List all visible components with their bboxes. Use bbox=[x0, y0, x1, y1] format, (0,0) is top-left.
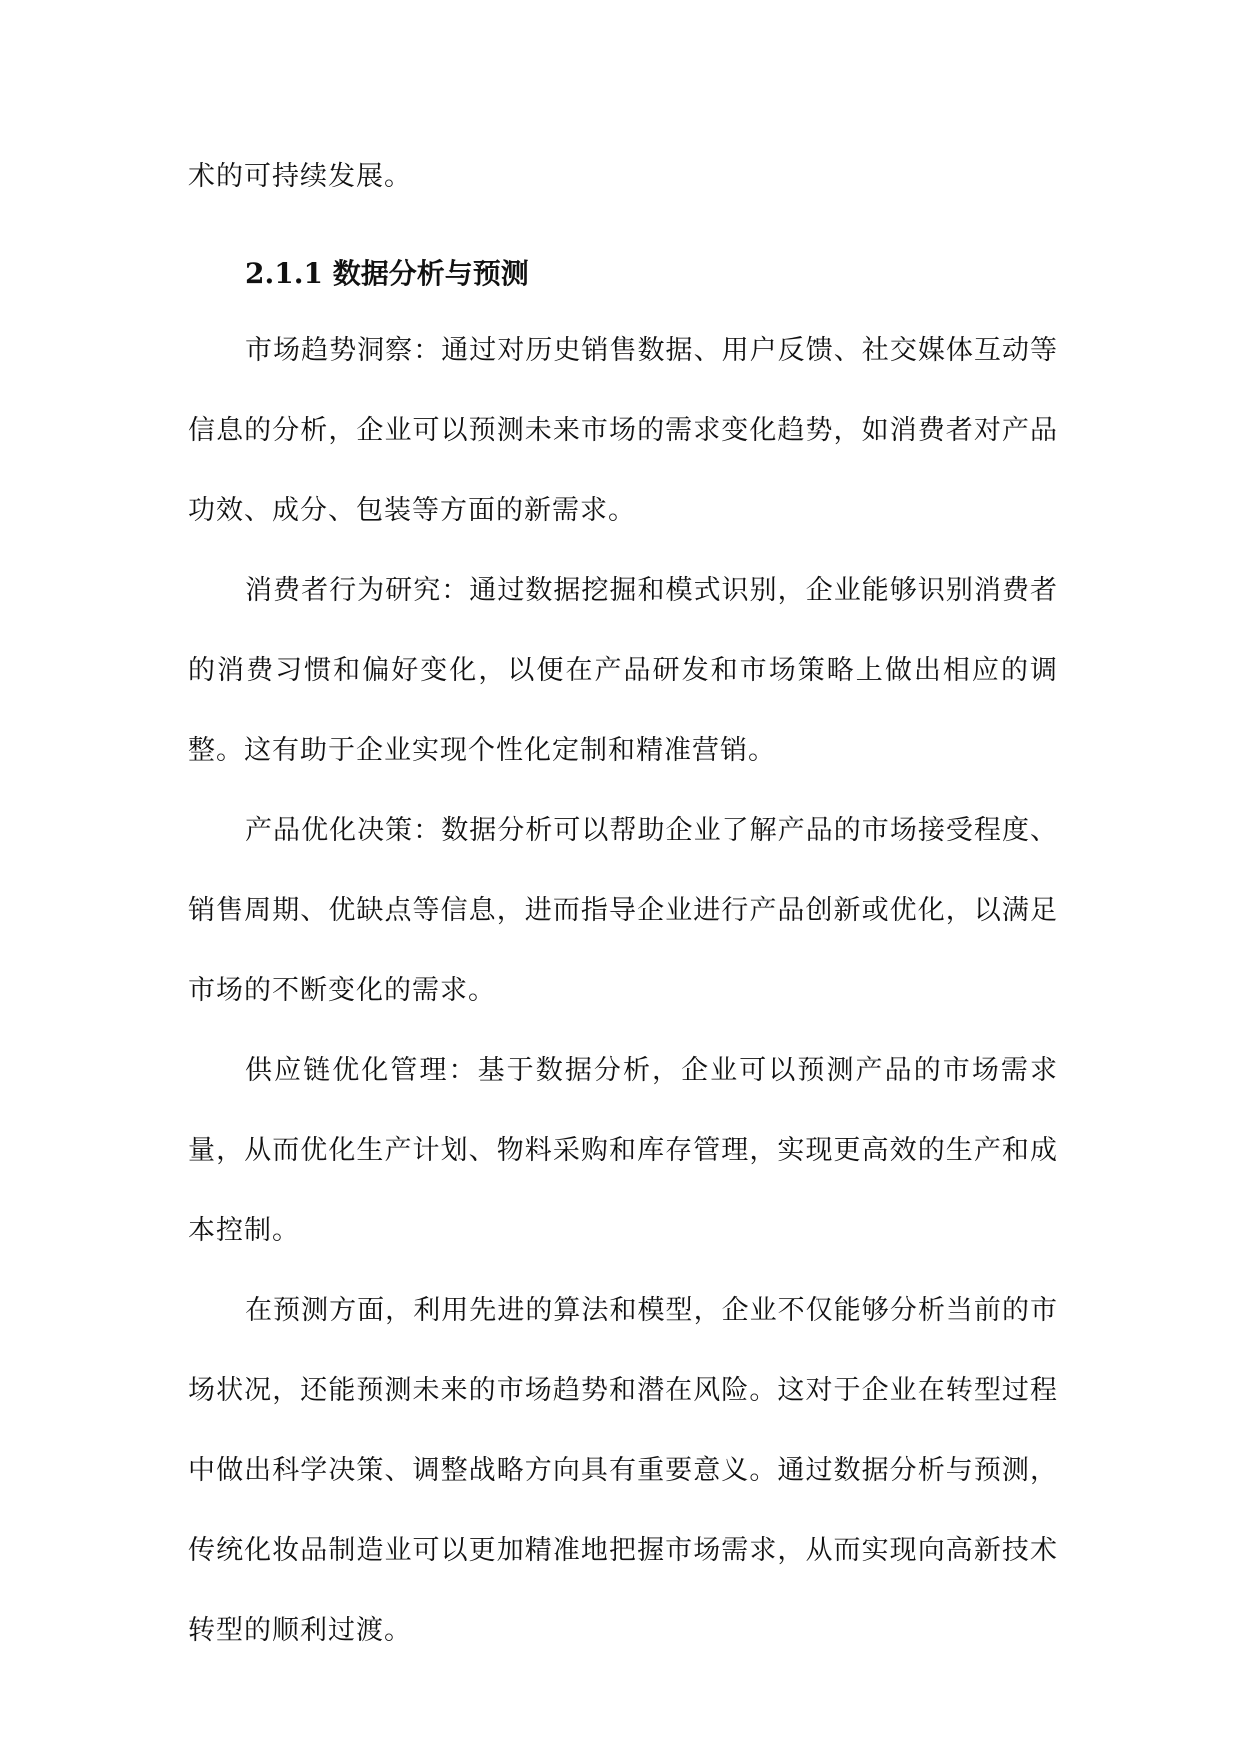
paragraph-market-trends: 市场趋势洞察：通过对历史销售数据、用户反馈、社交媒体互动等信息的分析，企业可以预测未来市场的需求变化趋势，如消费者对产品功效、成分、包装等方面的新需求。 bbox=[188, 335, 1058, 526]
paragraph-product-optimization: 产品优化决策：数据分析可以帮助企业了解产品的市场接受程度、销售周期、优缺点等信息，进而指导企业进行产品创新或优化，以满足市场的不断变化的需求。 bbox=[188, 815, 1058, 1006]
continuation-text: 术的可持续发展。 bbox=[188, 161, 412, 192]
section-heading: 2.1.1 数据分析与预测 bbox=[245, 257, 529, 290]
paragraph-supply-chain: 供应链优化管理：基于数据分析，企业可以预测产品的市场需求量，从而优化生产计划、物料采购和库存管理，实现更高效的生产和成本控制。 bbox=[188, 1055, 1058, 1246]
paragraph-consumer-behavior: 消费者行为研究：通过数据挖掘和模式识别，企业能够识别消费者的消费习惯和偏好变化，以便在产品研发和市场策略上做出相应的调整。这有助于企业实现个性化定制和精准营销。 bbox=[188, 575, 1058, 766]
document-body bbox=[188, 137, 1058, 1671]
paragraph-forecasting: 在预测方面，利用先进的算法和模型，企业不仅能够分析当前的市场状况，还能预测未来的市场趋势和潜在风险。这对于企业在转型过程中做出科学决策、调整战略方向具有重要意义。通过数据分析与预测，传统化妆品制造业可以更加精准地把握市场需求，从而实现向高新技术转型的顺利过渡。 bbox=[188, 1295, 1058, 1646]
